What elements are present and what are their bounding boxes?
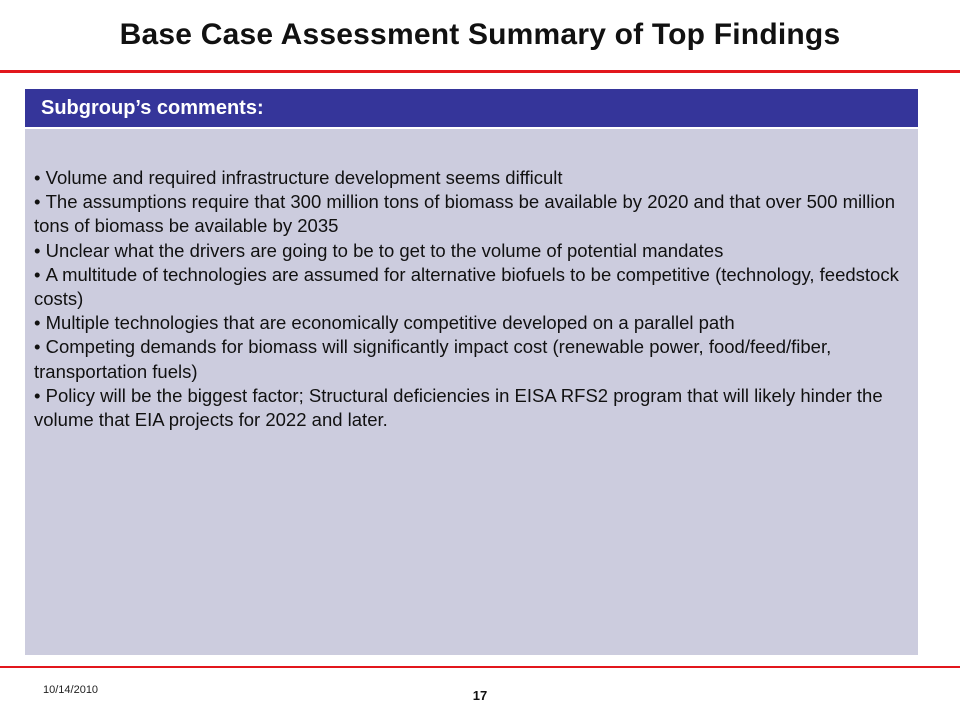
comments-panel-header [25, 89, 918, 129]
comments-list [34, 166, 909, 432]
title-divider [0, 70, 960, 73]
comment-item: • Policy will be the biggest factor; Structural deficiencies in EISA RFS2 program that will likely hinder the volume that EIA projects for 2022 and later. [34, 384, 909, 432]
comment-item: • Unclear what the drivers are going to be to get to the volume of potential mandates [34, 239, 909, 263]
comment-item: • Competing demands for biomass will significantly impact cost (renewable power, food/feed/fiber, transportation fuels) [34, 335, 909, 383]
slide-title: Base Case Assessment Summary of Top Findings [119, 18, 841, 51]
comment-item: • A multitude of technologies are assumed for alternative biofuels to be competitive (technology, feedstock costs) [34, 263, 909, 311]
footer-divider [0, 666, 960, 668]
comment-item: • Multiple technologies that are economically competitive developed on a parallel path [34, 311, 909, 335]
comment-item: • Volume and required infrastructure development seems difficult [34, 166, 909, 190]
footer-date: 10/14/2010 [43, 684, 99, 696]
comment-item: • The assumptions require that 300 million tons of biomass be available by 2020 and that over 500 million tons of biomass be available by 2035 [34, 190, 909, 238]
page-number: 17 [472, 688, 488, 703]
comments-panel-body [25, 129, 918, 655]
comments-header-label: Subgroup’s comments: [41, 97, 264, 119]
